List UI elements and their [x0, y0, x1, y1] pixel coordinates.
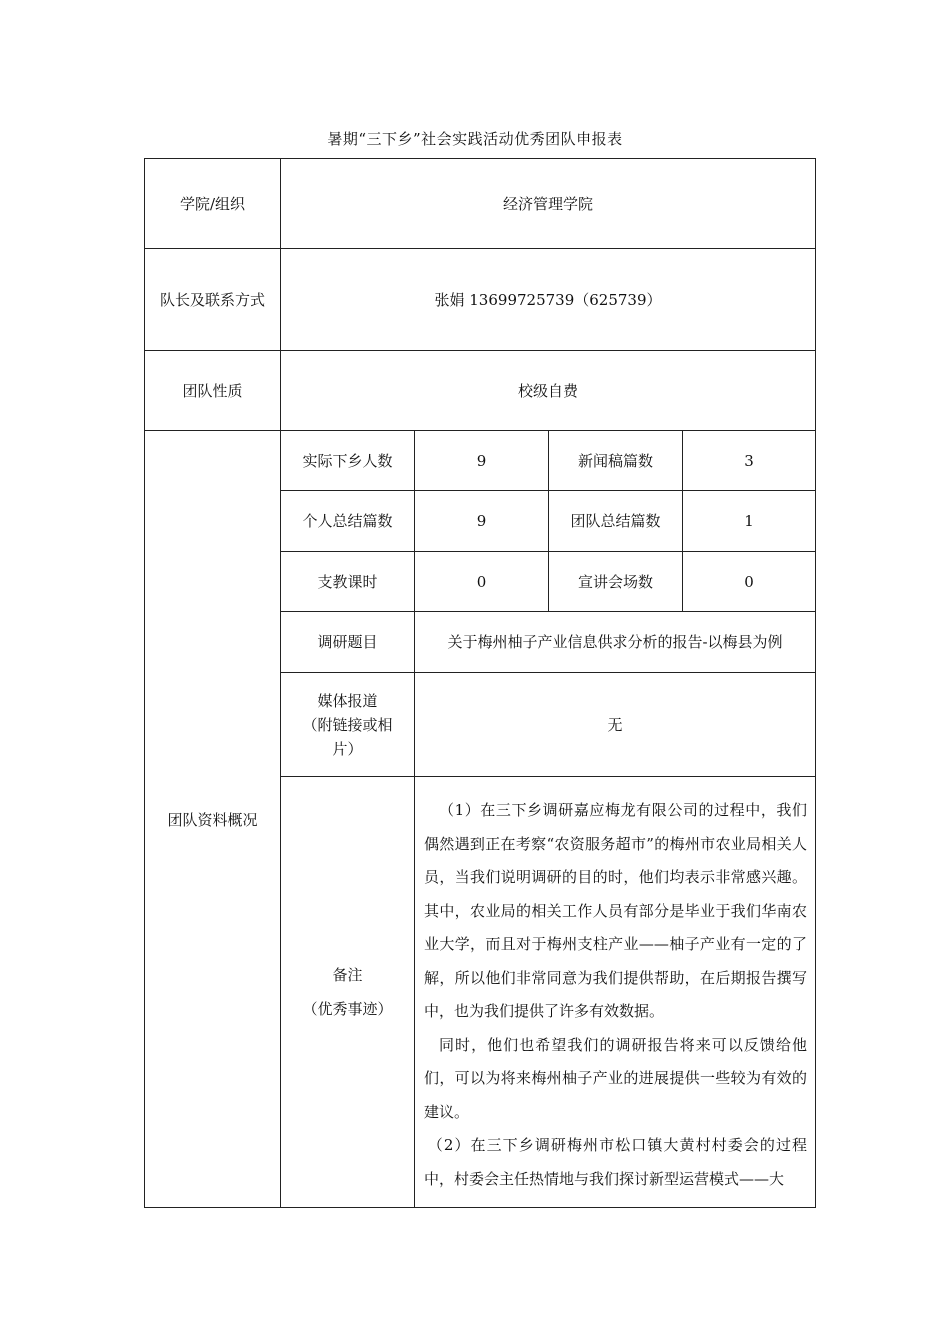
notes-label [281, 777, 415, 1208]
team-type-value: 校级自费 [281, 351, 816, 431]
notes-paragraph-2: 同时，他们也希望我们的调研报告将来可以反馈给他们，可以为将来梅州柚子产业的进展提供一些较为有效的建议。 [424, 1035, 808, 1121]
page-title: 暑期“三下乡”社会实践活动优秀团队申报表 [327, 130, 623, 148]
college-label: 学院/组织 [145, 159, 281, 249]
college-row [145, 159, 816, 249]
overview-label: 团队资料概况 [145, 431, 281, 1208]
team-summary-value: 1 [683, 491, 816, 552]
notes-paragraph-1: （1）在三下乡调研嘉应梅龙有限公司的过程中，我们偶然遇到正在考察“农资服务超市”的梅州市农业局相关人员，当我们说明调研的目的时，他们均表示非常感兴趣。其中，农业局的相关工作人员有部分是毕业于我们华南农业大学，而且对于梅州支柱产业——柚子产业有一定的了解，所以他们非常同意为我们提供帮助，在后期报告撰写中，也为我们提供了许多有效数据。 [424, 801, 808, 1020]
actual-people-value: 9 [415, 431, 549, 491]
media-label-line2: （附链接或相 [302, 715, 393, 734]
notes-label-line2: （优秀事迹） [302, 1000, 393, 1018]
notes-content [415, 777, 816, 1208]
lectures-label: 宣讲会场数 [549, 552, 683, 612]
team-type-row [145, 351, 816, 431]
team-type-label: 团队性质 [145, 351, 281, 431]
leader-value: 张娟 13699725739（625739） [281, 249, 816, 351]
team-summary-label: 团队总结篇数 [549, 491, 683, 552]
media-value: 无 [415, 673, 816, 777]
research-topic-label: 调研题目 [281, 612, 415, 673]
media-label [281, 673, 415, 777]
news-count-label: 新闻稿篇数 [549, 431, 683, 491]
teaching-hours-label: 支教课时 [281, 552, 415, 612]
news-count-value: 3 [683, 431, 816, 491]
leader-row [145, 249, 816, 351]
application-form-table [144, 158, 816, 1208]
lectures-value: 0 [683, 552, 816, 612]
notes-paragraph-3: （2）在三下乡调研梅州市松口镇大黄村村委会的过程中，村委会主任热情地与我们探讨新型运营模式——大 [424, 1136, 808, 1188]
personal-summary-value: 9 [415, 491, 549, 552]
college-value: 经济管理学院 [281, 159, 816, 249]
personal-summary-label: 个人总结篇数 [281, 491, 415, 552]
media-label-line1: 媒体报道 [317, 691, 378, 710]
media-label-line3: 片） [332, 739, 363, 758]
stats-row-1 [145, 431, 816, 491]
research-topic-value: 关于梅州柚子产业信息供求分析的报告-以梅县为例 [415, 612, 816, 673]
actual-people-label: 实际下乡人数 [281, 431, 415, 491]
notes-label-line1: 备注 [332, 966, 363, 984]
leader-label: 队长及联系方式 [145, 249, 281, 351]
teaching-hours-value: 0 [415, 552, 549, 612]
